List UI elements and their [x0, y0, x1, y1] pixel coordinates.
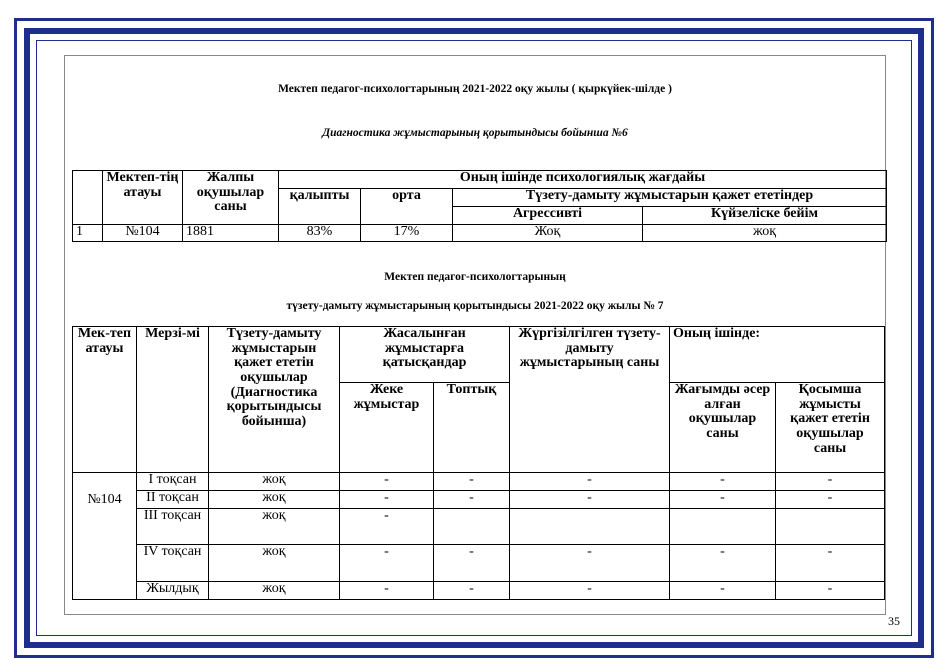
- cell-count: -: [510, 473, 670, 491]
- header-work-count: Жүргізілгілген түзету-дамыту жұмыстарының саны: [510, 327, 670, 473]
- header-participants: Жасалынған жұмыстарға қатысқандар: [340, 327, 510, 383]
- header-need-correction: Түзету-дамыту жұмыстарын қажет ететіндер: [453, 189, 887, 207]
- header-school-name: Мек-теп атауы: [73, 327, 137, 473]
- cell-period: Жылдық: [137, 582, 209, 600]
- cell-period: І тоқсан: [137, 473, 209, 491]
- table-row: [73, 225, 887, 242]
- cell-extra: [776, 509, 885, 545]
- cell-period: ІІІ тоқсан: [137, 509, 209, 545]
- cell-count: [510, 509, 670, 545]
- cell-individual: -: [340, 545, 434, 582]
- cell-count: -: [510, 582, 670, 600]
- header-total-students: Жалпы оқушылар саны: [183, 171, 279, 225]
- cell-need: жоқ: [209, 491, 340, 509]
- header-school-name: Мектеп-тің атауы: [103, 171, 183, 225]
- cell-period: ІV тоқсан: [137, 545, 209, 582]
- table-row: [73, 545, 885, 582]
- cell-count: -: [510, 491, 670, 509]
- header-extra: Қосымша жұмысты қажет ететін оқушылар саны: [776, 383, 885, 473]
- cell-group: -: [434, 473, 510, 491]
- header-period: Мерзі-мі: [137, 327, 209, 473]
- heading-report-title: Мектеп педагог-психологтарының 2021-2022 оқу жылы ( қыркүйек-шілде ): [278, 83, 672, 95]
- header-normal: қалыпты: [279, 189, 361, 225]
- cell-extra: -: [776, 582, 885, 600]
- cell-positive: -: [670, 491, 776, 509]
- cell-period: ІІ тоқсан: [137, 491, 209, 509]
- cell-group: -: [434, 491, 510, 509]
- cell-individual: -: [340, 509, 434, 545]
- cell-need: жоқ: [209, 509, 340, 545]
- header-depressive: Күйзеліске бейім: [643, 207, 887, 225]
- cell-group: -: [434, 545, 510, 582]
- header-individual: Жеке жұмыстар: [340, 383, 434, 473]
- cell-school: №104: [73, 473, 137, 600]
- header-positive: Жағымды әсер алған оқушылар саны: [670, 383, 776, 473]
- header-students-need: Түзету-дамыту жұмыстарын қажет ететін оқушылар (Диагностика қорытындысы бойынша): [209, 327, 340, 473]
- cell-need: жоқ: [209, 473, 340, 491]
- cell-need: жоқ: [209, 545, 340, 582]
- cell-normal: 83%: [279, 225, 361, 242]
- cell-group: -: [434, 582, 510, 600]
- cell-extra: -: [776, 473, 885, 491]
- table-row: [73, 509, 885, 545]
- heading-correction-title: Мектеп педагог-психологтарының: [384, 271, 566, 283]
- cell-positive: [670, 509, 776, 545]
- cell-aggressive: Жоқ: [453, 225, 643, 242]
- cell-row-number: 1: [73, 225, 103, 242]
- cell-positive: -: [670, 545, 776, 582]
- header-including: Оның ішінде:: [670, 327, 885, 383]
- cell-positive: -: [670, 582, 776, 600]
- correction-work-table: [72, 326, 885, 600]
- cell-count: -: [510, 545, 670, 582]
- cell-school: №104: [103, 225, 183, 242]
- cell-positive: -: [670, 473, 776, 491]
- header-empty: [73, 171, 103, 225]
- cell-total: 1881: [183, 225, 279, 242]
- header-group: Топтық: [434, 383, 510, 473]
- page-number: 35: [888, 614, 900, 628]
- cell-medium: 17%: [361, 225, 453, 242]
- header-psych-state: Оның ішінде психологиялық жағдайы: [279, 171, 887, 189]
- cell-extra: -: [776, 545, 885, 582]
- table-row: [73, 491, 885, 509]
- cell-individual: -: [340, 582, 434, 600]
- cell-extra: -: [776, 491, 885, 509]
- cell-group: [434, 509, 510, 545]
- cell-depressive: жоқ: [643, 225, 887, 242]
- heading-diagnostics: Диагностика жұмыстарының қорытындысы бойынша №6: [322, 127, 628, 139]
- heading-correction-subtitle: түзету-дамыту жұмыстарының қорытындысы 2021-2022 оқу жылы № 7: [286, 300, 664, 312]
- table-row: [73, 582, 885, 600]
- cell-need: жоқ: [209, 582, 340, 600]
- table-row: [73, 473, 885, 491]
- diagnostics-table: [72, 170, 887, 242]
- header-aggressive: Агрессивті: [453, 207, 643, 225]
- header-medium: орта: [361, 189, 453, 225]
- cell-individual: -: [340, 491, 434, 509]
- cell-individual: -: [340, 473, 434, 491]
